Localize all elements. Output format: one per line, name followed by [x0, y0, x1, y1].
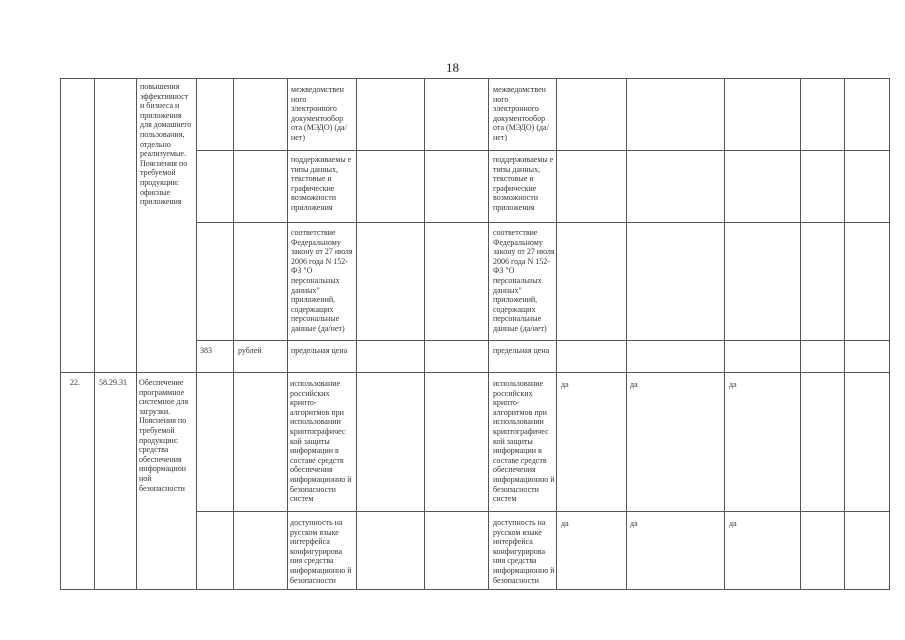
value-cell: да: [729, 380, 737, 389]
characteristic-cell: соответствие Федеральному закону от 27 июля 2006 года N 152-ФЗ "О персональных данных" приложений, содержащих персональные данные (да/нет): [291, 228, 353, 333]
col-divider: [844, 78, 845, 589]
table-top-border: [60, 78, 890, 79]
value-cell: да: [561, 380, 569, 389]
col-divider: [724, 78, 725, 589]
col-divider: [196, 78, 197, 589]
okpd-code-cell: 58.29.31: [99, 378, 127, 387]
row-number-cell: 22.: [70, 378, 80, 387]
row-divider: [196, 222, 890, 223]
row-divider: [196, 511, 890, 512]
col-divider: [60, 78, 61, 589]
col-divider: [424, 78, 425, 589]
col-divider: [556, 78, 557, 589]
col-divider: [233, 78, 234, 589]
characteristic-cell: поддерживаемы е типы данных, текстовые и графические возможности приложения: [291, 155, 352, 212]
characteristic-cell: использование российских крипто-алгоритмов при использовании криптографичес кой защиты информации в составе средств обеспечения информационно й безопасности систем: [290, 379, 352, 504]
value-cell: да: [561, 519, 569, 528]
okei-name-cell: рублей: [238, 346, 262, 355]
characteristic-cell: доступность на русском языке интерфейса конфигурирова ния средства информационно й безопасности: [290, 518, 352, 585]
row-description-cell: Обеспечение программное системное для загрузки. Пояснения по требуемой продукции: средства обеспечения информацион ной безопасности: [139, 378, 189, 493]
col-divider: [136, 78, 137, 589]
table-bottom-border: [60, 589, 890, 590]
row-divider: [196, 150, 890, 151]
col-divider: [287, 78, 288, 589]
row-divider: [60, 372, 890, 373]
value-cell: да: [630, 519, 638, 528]
value-cell: да: [729, 519, 737, 528]
characteristic-cell: предельная цена: [291, 346, 348, 355]
characteristic-repeat-cell: использование российских крипто-алгоритмов при использовании криптографичес кой защиты информации в составе средств обеспечения информационно й безопасности систем: [493, 379, 555, 504]
characteristic-repeat-cell: поддерживаемы е типы данных, текстовые и графические возможности приложения: [493, 155, 554, 212]
page-number: 18: [446, 60, 459, 75]
col-divider: [94, 78, 95, 589]
characteristic-repeat-cell: соответствие Федеральному закону от 27 июля 2006 года N 152-ФЗ "О персональных данных" приложений, содержащих персональные данные (да/нет): [493, 228, 555, 333]
characteristic-repeat-cell: предельная цена: [493, 346, 550, 355]
row-divider: [196, 340, 890, 341]
prev-row-description: повышения эффективност и бизнеса и приложения для домашнего пользования, отдельно реализуемые. Пояснения по требуемой продукции: офисные приложения: [140, 82, 192, 207]
value-cell: да: [630, 380, 638, 389]
col-divider: [889, 78, 890, 589]
okei-code-cell: 383: [200, 346, 212, 355]
col-divider: [800, 78, 801, 589]
col-divider: [356, 78, 357, 589]
col-divider: [626, 78, 627, 589]
characteristic-repeat-cell: межведомствен ного электронного документообор ота (МЭДО) (да/нет): [493, 85, 549, 142]
col-divider: [488, 78, 489, 589]
characteristic-cell: межведомствен ного электронного документообор ота (МЭДО) (да/нет): [291, 85, 347, 142]
characteristic-repeat-cell: доступность на русском языке интерфейса конфигурирова ния средства информационно й безопасности: [493, 518, 555, 585]
